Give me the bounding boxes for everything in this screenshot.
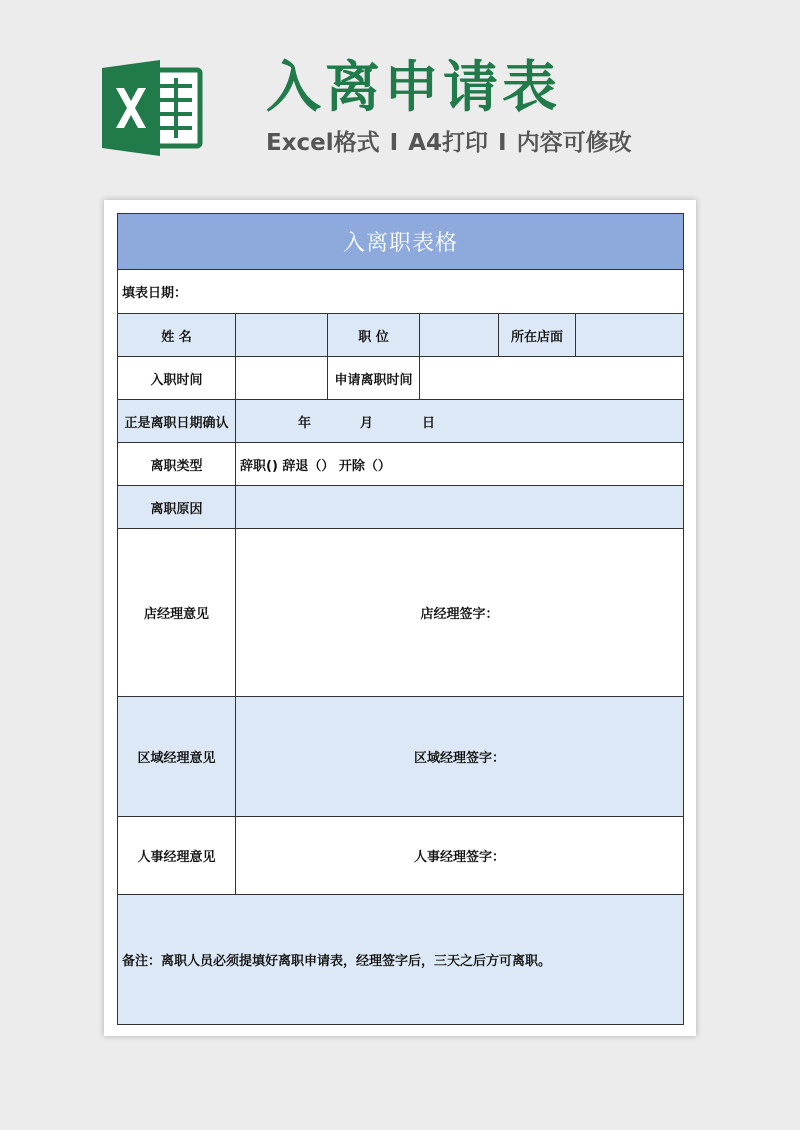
main-title: 入离申请表 [266,55,562,119]
hr-manager-label: 人事经理意见 [118,817,236,895]
year-label: 年 [298,415,312,431]
type-row [118,443,684,486]
name-label: 姓 名 [118,314,236,357]
position-value-cell[interactable] [420,314,499,357]
hire-time-value-cell[interactable] [236,357,328,400]
fill-date-row [118,270,684,314]
form-title-row [118,214,684,270]
confirm-date-label: 正是离职日期确认 [118,400,236,443]
apply-time-label: 申请离职时间 [328,357,420,400]
hire-time-label: 入职时间 [118,357,236,400]
subtitle-print: A4打印 [408,130,489,156]
fill-date-label: 填表日期： [118,270,684,314]
confirm-date-row [118,400,684,443]
name-value-cell[interactable] [236,314,328,357]
hr-manager-sign[interactable]: 人事经理签字： [236,817,684,895]
subtitle-format: Excel格式 [266,130,380,156]
area-manager-row [118,697,684,817]
subtitle-separator: I [389,130,399,156]
note-text: 备注：离职人员必须提填好离职申请表，经理签字后，三天之后方可离职。 [118,895,684,1025]
position-label: 职 位 [328,314,420,357]
area-manager-label: 区域经理意见 [118,697,236,817]
form-title: 入离职表格 [118,214,684,270]
reason-label: 离职原因 [118,486,236,529]
store-manager-row [118,529,684,697]
store-manager-sign[interactable]: 店经理签字： [236,529,684,697]
reason-value-cell[interactable] [236,486,684,529]
note-row [118,895,684,1025]
month-label: 月 [360,415,374,431]
hr-manager-row [118,817,684,895]
confirm-date-value-cell[interactable] [236,400,684,443]
excel-logo-icon [100,60,204,156]
subtitle-editable: 内容可修改 [516,130,632,156]
area-manager-sign[interactable]: 区域经理签字： [236,697,684,817]
store-label: 所在店面 [499,314,576,357]
store-manager-label: 店经理意见 [118,529,236,697]
apply-time-value-cell[interactable] [420,357,684,400]
resignation-form-table [117,213,684,1025]
store-value-cell[interactable] [576,314,684,357]
subtitle [266,128,632,158]
header [0,0,800,200]
name-position-row [118,314,684,357]
subtitle-separator: I [498,130,507,156]
reason-row [118,486,684,529]
hire-time-row [118,357,684,400]
type-label: 离职类型 [118,443,236,486]
day-label: 日 [422,415,436,431]
type-options[interactable]: 辞职() 辞退（） 开除（） [236,443,684,486]
